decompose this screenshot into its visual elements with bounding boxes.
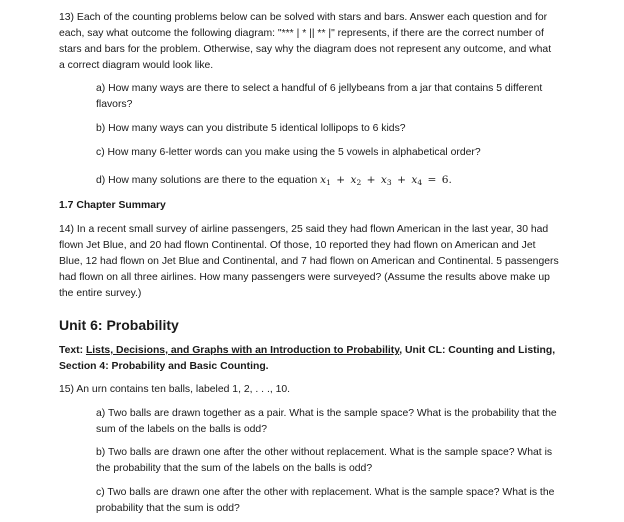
problem-13-part-b: b) How many ways can you distribute 5 identical lollipops to 6 kids? — [96, 123, 406, 134]
equation — [320, 174, 452, 186]
chapter-summary-heading: 1.7 Chapter Summary — [59, 200, 166, 211]
problem-13-part-a: a) How many ways are there to select a handful of 6 jellybeans from a jar that contains 5 different flavors? — [96, 83, 543, 110]
problem-15-part-a: a) Two balls are drawn together as a pair. What is the sample space? What is the probability that the sum of the labels on the balls is odd? — [96, 408, 557, 435]
equation-equals: = — [427, 174, 437, 186]
book-title-link[interactable]: Lists, Decisions, and Graphs with an Introduction to Probability — [85, 345, 400, 356]
text-reference-prefix: Text: — [59, 345, 86, 356]
problem-14-text: 14) In a recent small survey of airline passengers, 25 said they had flown American in the last year, 30 had flown Jet Blue, and 20 had flown Continental. Of those, 10 reported they had flown on American and Jet Blue, 12 had flown on Jet Blue and Continental, and 7 had flown on American and Continental. 5 passengers had flown on all three airlines. How many passengers were surveyed? (Assume the results above make up the entire survey.) — [59, 224, 559, 299]
unit-6-title: Unit 6: Probability — [59, 317, 179, 333]
equation-term-1: $x_1$ — [320, 174, 331, 187]
problem-13-part-d-prefix: d) How many solutions are there to the equation — [96, 175, 321, 186]
equation-rhs: 6. — [441, 174, 452, 186]
equation-term-4: $x_4$ — [411, 174, 423, 187]
problem-15-part-c: c) Two balls are drawn one after the other with replacement. What is the sample space? What is the probability that the sum is odd? — [96, 487, 555, 514]
equation-term-3: $x_3$ — [380, 174, 392, 187]
problem-15-part-b: b) Two balls are drawn one after the other without replacement. What is the sample space? What is the probability that the sum of the labels on the balls is odd? — [96, 447, 553, 474]
equation-term-2: $x_2$ — [350, 174, 362, 187]
equation-plus: + — [336, 174, 346, 186]
problem-13-text: 13) Each of the counting problems below can be solved with stars and bars. Answer each question and for each, say what outcome the following diagram: "*** | * || ** |" represents, if there are the correct number of stars and bars for the problem. Otherwise, say why the diagram does not represent any outcome, and what a correct diagram would look like. — [59, 12, 552, 71]
problem-13-part-c: c) How many 6-letter words can you make using the 5 vowels in alphabetical order? — [96, 147, 481, 158]
text-reference — [59, 343, 559, 375]
text-reference-suffix: , Unit CL: Counting and Listing, Section 4: Probability and Basic Counting. — [59, 345, 556, 372]
problem-15-text: 15) An urn contains ten balls, labeled 1, 2, . . ., 10. — [59, 384, 291, 395]
equation-plus: + — [397, 174, 406, 186]
problem-13-part-d — [96, 172, 566, 189]
equation-plus: + — [366, 174, 376, 186]
